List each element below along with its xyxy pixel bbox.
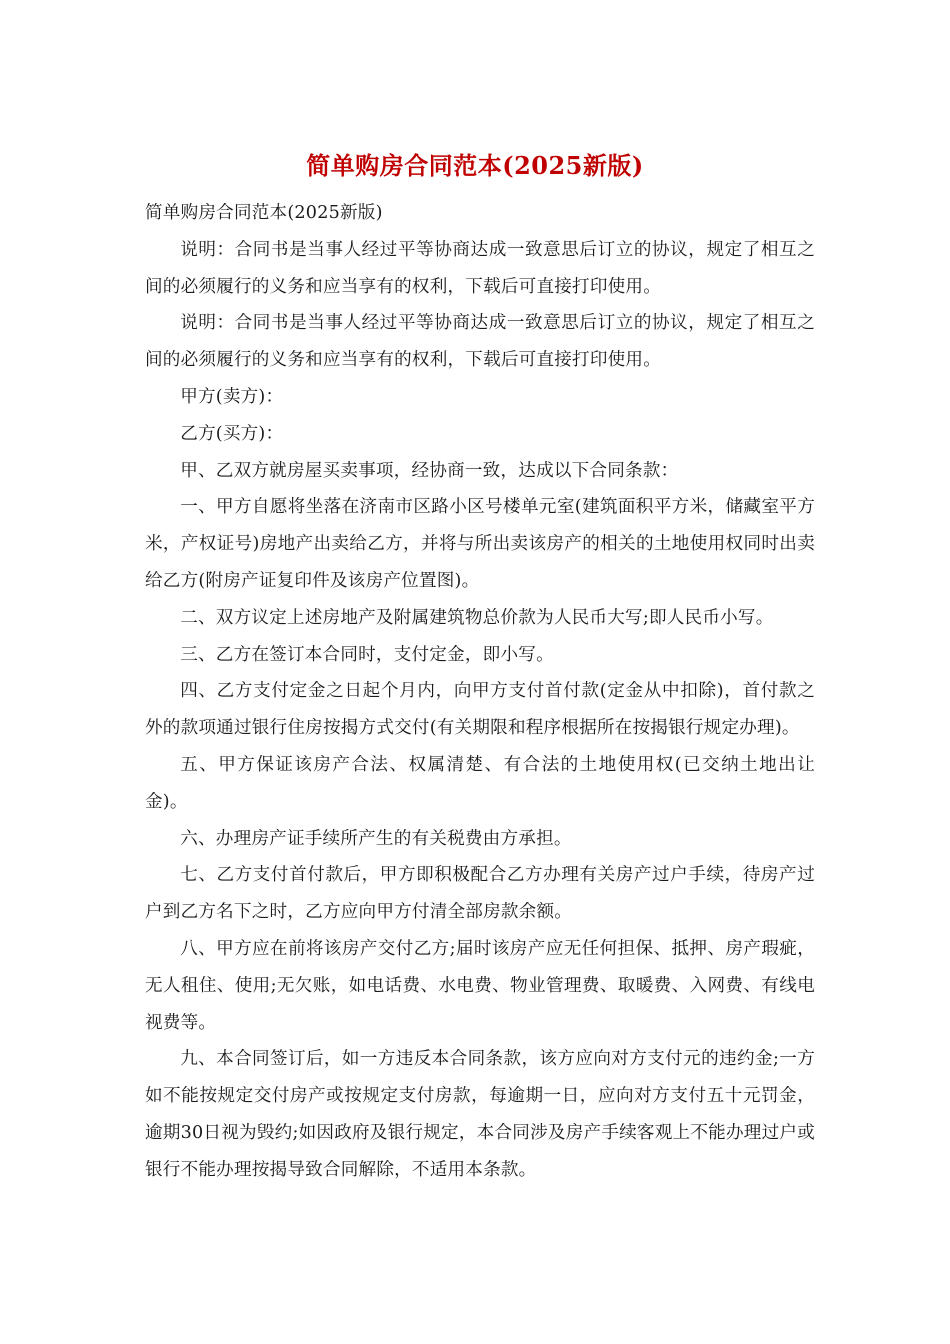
- clause-2: 二、双方议定上述房地产及附属建筑物总价款为人民币大写;即人民币小写。: [180, 607, 774, 628]
- intro-paragraph: 甲、乙双方就房屋买卖事项，经协商一致，达成以下合同条款：: [180, 460, 679, 481]
- subtitle-line: 简单购房合同范本(2025新版): [145, 203, 383, 223]
- description-paragraph: 说明：合同书是当事人经过平等协商达成一致意思后订立的协议，规定了相互之间的必须履行的义务和应当享有的权利，下载后可直接打印使用。: [145, 313, 815, 371]
- clause-8: 八、甲方应在前将该房产交付乙方;届时该房产应无任何担保、抵押、房产瑕疵，无人租住、使用;无欠账，如电话费、水电费、物业管理费、取暖费、入网费、有线电视费等。: [145, 938, 815, 1033]
- clause-4: 四、乙方支付定金之日起个月内，向甲方支付首付款(定金从中扣除)，首付款之外的款项通过银行住房按揭方式交付(有关期限和程序根据所在按揭银行规定办理)。: [145, 681, 815, 739]
- clause-3: 三、乙方在签订本合同时，支付定金，即小写。: [180, 644, 554, 665]
- party-b-line: 乙方(买方)：: [180, 423, 284, 444]
- document-body: [145, 195, 815, 1189]
- clause-7: 七、乙方支付首付款后，甲方即积极配合乙方办理有关房产过户手续，待房产过户到乙方名下之时，乙方应向甲方付清全部房款余额。: [145, 865, 815, 923]
- party-a-line: 甲方(卖方)：: [180, 386, 284, 407]
- clause-5: 五、甲方保证该房产合法、权属清楚、有合法的土地使用权(已交纳土地出让金)。: [145, 754, 815, 812]
- clause-6: 六、办理房产证手续所产生的有关税费由方承担。: [180, 828, 572, 849]
- clause-9: 九、本合同签订后，如一方违反本合同条款，该方应向对方支付元的违约金;一方如不能按规定交付房产或按规定支付房款，每逾期一日，应向对方支付五十元罚金，逾期30日视为毁约;如因政府及银行规定，本合同涉及房产手续客观上不能办理过户或银行不能办理按揭导致合同解除，不适用本条款。: [145, 1049, 815, 1180]
- document-title: 简单购房合同范本(2025新版): [306, 151, 644, 180]
- clause-1: 一、甲方自愿将坐落在济南市区路小区号楼单元室(建筑面积平方米，储藏室平方米，产权证号)房地产出卖给乙方，并将与所出卖该房产的相关的土地使用权同时出卖给乙方(附房产证复印件及该房产位置图)。: [145, 497, 815, 591]
- description-paragraph: 说明：合同书是当事人经过平等协商达成一致意思后订立的协议，规定了相互之间的必须履行的义务和应当享有的权利，下载后可直接打印使用。: [145, 239, 815, 297]
